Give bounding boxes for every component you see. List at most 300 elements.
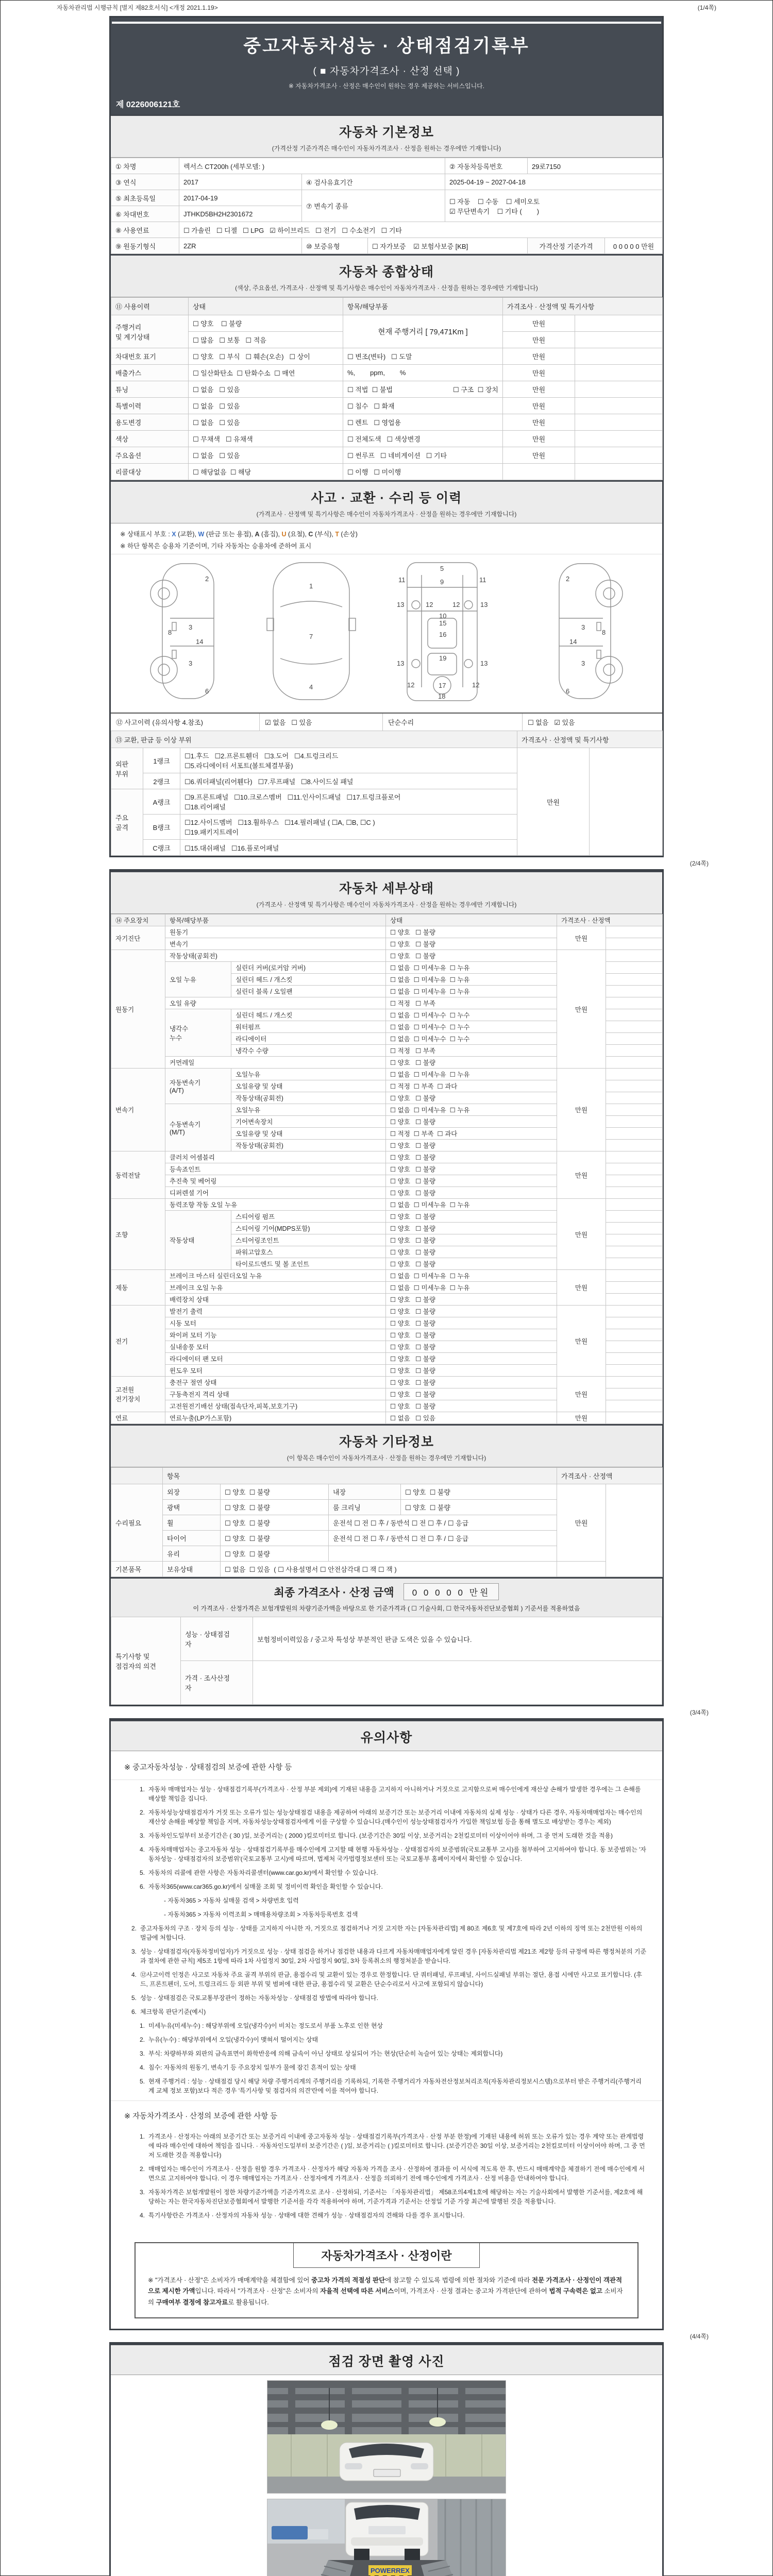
state-mark-code: X: [172, 531, 176, 538]
final-price-label: 최종 가격조사 · 산정 금액: [274, 1586, 394, 1599]
detail-title: 자동차 세부상태: [339, 882, 434, 896]
remark-blank: [606, 1128, 663, 1140]
notice-item-number: 2.: [139, 1809, 145, 1816]
state-options: ☐ 양호 ☐ 불량: [386, 1341, 557, 1353]
price-amount: 만원: [503, 348, 575, 365]
notice-item-text: 현재 주행거리 : 성능 · 상태점검 당시 해당 차량 주행거리계의 주행거리를 기록하되, 기록한 주행거리가 자동차전산정보처리조직(자동차관리정보시스템)으로부터 받은 주행거리(주행거리계 교체 정보 포함)보다 적은 경우 '특기사항 및 점검자의 의견'란에 이를 적어야 합니다.: [148, 2078, 642, 2094]
rank-table-header: ⑬ 교환, 판금 등 이상 부위: [111, 731, 517, 748]
detail-header-item: 항목/해당부품: [165, 914, 386, 926]
state-options: ☐ 양호 ☐ 불량: [386, 950, 557, 962]
engine-type-label: ⑨ 원동기형식: [111, 238, 179, 254]
notice-item: [111, 1970, 647, 1989]
base-price-value: 0 0 0 0 0 만원: [605, 238, 663, 254]
svg-text:17: 17: [439, 682, 446, 689]
document-title: 중고자동차성능 · 상태점검기록부: [243, 36, 530, 56]
notice-item-text: 누유(누수) : 해당부위에서 오일(냉각수)이 맺혀서 떨어지는 상태: [148, 2036, 318, 2043]
price-amount: 만원: [557, 950, 606, 1069]
overall-row-label: 주행거리 및 계기상태: [111, 315, 189, 348]
state-mark-code: T: [335, 531, 339, 538]
item-label: 브레이크 마스터 실린더오일 누유: [165, 1270, 386, 1282]
fuel-label: ⑧ 사용연료: [111, 222, 179, 238]
state-options: ☐ 양호 ☐ 불량: [386, 1140, 557, 1151]
item-label: 클러치 어셈블리: [165, 1151, 386, 1163]
notice-item-number: 6.: [139, 1883, 145, 1890]
state-options: ☐ 일산화탄소 ☐ 탄화수소 ☐ 매연: [189, 365, 343, 381]
detail-header-state: 상태: [386, 914, 557, 926]
inspection-photo-front: [267, 2380, 506, 2494]
price-amount: 만원: [517, 748, 590, 856]
item-options: ☐ 이행 ☐ 미이행: [343, 464, 503, 480]
item-label: 배력장치 상태: [165, 1294, 386, 1306]
remark-blank: [606, 1045, 663, 1057]
definition-text-part: 이며, 가격조사 · 산정 결과는 중고차 가격판단에 관하여: [394, 2287, 549, 2295]
transmission-label: ⑦ 변속기 종류: [302, 190, 445, 222]
overall-note: (색상, 주요옵션, 가격조사 · 산정액 및 특기사항은 매수인이 자동차가격조사 · 산정을 원하는 경우에만 기재합니다): [235, 284, 538, 292]
notice-item: [111, 2188, 647, 2206]
item-label: 연료누출(LP가스포함): [165, 1412, 386, 1424]
remark-blank: [606, 1341, 663, 1353]
svg-text:14: 14: [196, 638, 204, 646]
notices-section-heading: ※ 자동차가격조사 · 산정의 보증에 관한 사항 등: [111, 2100, 662, 2127]
final-price-note: 이 가격조사 · 산정가격은 보험개발원의 차량기준가액을 바탕으로 한 기준가격과 ( ☐ 기술사회, ☐ 한국자동차진단보증협회 ) 기준서를 적용하였음: [193, 1605, 580, 1612]
device-group-label: 변속기: [111, 1069, 165, 1151]
etc-item-label: 휠: [163, 1515, 221, 1531]
accident-note: (가격조사 · 산정액 및 특기사항은 매수인이 자동차가격조사 · 산정을 원하는 경우에만 기재합니다): [256, 511, 517, 518]
svg-text:12: 12: [452, 601, 460, 608]
item-label: 와이퍼 모터 기능: [165, 1329, 386, 1341]
sub-group-label: 작동상태: [165, 1211, 231, 1270]
notice-item: [111, 1910, 647, 1919]
notice-item-text: 부식: 차량하부와 외판의 금속표면이 화학반응에 의해 금속이 아닌 상태로 상실되어 가는 현상(단순히 녹슬어 있는 상태는 제외합니다): [148, 2050, 503, 2057]
notice-item-number: 1.: [139, 2022, 145, 2029]
svg-text:10: 10: [439, 612, 447, 620]
legend-text: (요철),: [286, 531, 309, 538]
rank-label: C랭크: [143, 840, 180, 856]
item-options: ☐ 전체도색 ☐ 색상변경: [343, 431, 503, 447]
remark-blank: [606, 1412, 663, 1424]
notice-item-number: 6.: [131, 2008, 137, 2015]
svg-text:14: 14: [569, 638, 577, 646]
remark-blank: [606, 1163, 663, 1175]
device-group-label: 동력전달: [111, 1151, 165, 1199]
notice-item-number: 4.: [139, 2064, 145, 2071]
document-number: 제 0226006121호: [116, 100, 180, 109]
notice-item-number: 1.: [139, 2133, 145, 2140]
state-options: ☐ 양호 ☐ 불량: [386, 1163, 557, 1175]
svg-text:3: 3: [581, 623, 585, 631]
remark-blank: [606, 950, 663, 962]
etc-item-label: 유리: [163, 1546, 221, 1562]
panel-checkboxes: ☐15.대쉬패널 ☐16.플로어패널: [180, 840, 517, 856]
remark-blank: [606, 962, 663, 974]
state-options: ☐ 양호 ☐ 불량: [189, 315, 343, 332]
simple-repair-label: 단순수리: [383, 714, 523, 731]
item-options: ☐ 렌트 ☐ 영업용: [343, 414, 503, 431]
remark-blank: [606, 926, 663, 938]
state-options: ☐ 양호 ☐ 불량: [386, 1175, 557, 1187]
page-meta-line: [57, 3, 716, 12]
accident-title: 사고 · 교환 · 수리 등 이력: [311, 491, 462, 505]
detail-note: (가격조사 · 산정액 및 특기사항은 매수인이 자동차가격조사 · 산정을 원하는 경우에만 기재합니다): [256, 901, 517, 908]
notice-item-text: 침수: 자동차의 원동기, 변속기 등 주요장치 일부가 물에 잠긴 흔적이 있는 상태: [148, 2064, 356, 2071]
overall-header-price: 가격조사 · 산정액 및 특기사항: [503, 298, 663, 315]
sub-group-label: 오일 누유: [165, 962, 231, 997]
notice-item-number: 4.: [139, 2212, 145, 2219]
price-amount: 만원: [503, 431, 575, 447]
transmission-options: [445, 190, 663, 222]
state-options: ☐ 적정 ☐ 부족: [386, 1045, 557, 1057]
notice-item-text: 자동차성능상태점검자가 거짓 또는 오류가 있는 성능상태점검 내용을 제공하여 아래의 보증기간 또는 보증거리 이내에 자동차의 실제 성능 · 상태가 다른 경우, 자동차매매업자는 매수인의 재산상 손해를 배상할 책임을 지며, 자동차성능상태점검자에게 이를 구상할 수 있습니다.(매수인이 성능상태점검자가 가입한 책임보험 등을 통해 별도로 배상받는 경우는 제외): [148, 1809, 643, 1825]
car-name-label: ① 차명: [111, 158, 179, 174]
rank-table-price-header: 가격조사 · 산정액 및 특기사항: [517, 731, 663, 748]
item-label: 원동기: [165, 926, 386, 938]
item-options: ☐ 적법 ☐ 불법 ☐ 구조 ☐ 장치: [343, 381, 503, 398]
state-options: ☐ 없음 ☐ 있음: [189, 381, 343, 398]
state-options: ☐ 양호 ☐ 불량: [386, 1057, 557, 1069]
svg-text:12: 12: [472, 681, 480, 689]
notice-item-number: 3.: [131, 1948, 137, 1955]
price-amount: 만원: [503, 332, 575, 348]
remark-blank: [606, 1033, 663, 1045]
svg-text:13: 13: [480, 659, 488, 667]
item-label: 변속기: [165, 938, 386, 950]
overall-row-label: 특별이력: [111, 398, 189, 414]
detail-state-table: [111, 914, 663, 1424]
remark-blank: [606, 1377, 663, 1388]
opinion-inspector-text: 보험정비이력있음 / 중고차 특성상 부분적인 판금 도색은 있을 수 있습니다.: [253, 1617, 662, 1661]
item-label: 추진축 및 베어링: [165, 1175, 386, 1187]
svg-text:15: 15: [439, 619, 447, 627]
page1-block: [109, 16, 664, 857]
etc-header-blank: [111, 1468, 163, 1484]
state-options: ☐ 양호 ☐ 불량: [386, 938, 557, 950]
item-options: ☐ 변조(변타) ☐ 도말: [343, 348, 503, 365]
state-mark-note: ※ 하단 항목은 승용차 기준이며, 기타 자동차는 승용차에 준하여 표시: [120, 542, 312, 550]
notice-item: [111, 1785, 647, 1803]
accident-band: [111, 480, 662, 523]
opinion-appraiser-text: [253, 1661, 662, 1705]
remark-blank: [606, 1234, 663, 1246]
notice-item: [111, 1868, 647, 1877]
state-options: ☐ 양호 ☐ 불량: [386, 926, 557, 938]
detail-band: [111, 871, 662, 914]
notice-item-text: 가격조사 · 산정자는 아래의 보증기간 또는 보증거리 이내에 중고자동차 성능 · 상태점검기록부(가격조사 · 산정 부분 한정)에 기재된 내용에 허위 또는 오류가 있는 경우 계약 또는 관계법령에 따라 매수인에 대하여 책임을 집니다. · 자동차인도일부터 보증기간은 ( )일, 보증거리는 ( )킬로미터로 합니다. (보증기간은 30일 이상, 보증거리는 2천킬로미터 이상이어야 하며, 그 중 먼저 도래한 것을 적용합니다): [148, 2133, 645, 2159]
etc-item-options: ☐ 양호 ☐ 불량: [401, 1500, 557, 1515]
svg-text:3: 3: [189, 659, 193, 667]
remark-blank: [575, 348, 663, 365]
basic-info-table: [111, 158, 663, 254]
notice-item-number: 4.: [139, 1846, 145, 1853]
warranty-options: ☐ 자가보증 ☑ 보험사보증 [KB]: [368, 238, 528, 254]
item-label: 기어변속장치: [231, 1116, 386, 1128]
item-label: 브레이크 오일 누유: [165, 1282, 386, 1294]
notice-item: [111, 1993, 647, 2003]
price-amount: 만원: [503, 447, 575, 464]
svg-text:2: 2: [566, 575, 570, 583]
page-marker-3: (3/4쪽): [690, 1709, 709, 1716]
notice-item-text: 성능 · 상태점검자(자동차정비업자)가 거짓으로 성능 · 상태 점검을 하거나 점검한 내용과 다르게 자동차매매업자에게 알린 경우 [자동차관리법 제21조 제2항 등의 규정에 따른 행정처분의 기준과 절차에 관한 규칙] 제5조 1항에 따라 1차 사업정지 30일, 2차 사업정지 90일, 3차 등록취소의 행정처분을 받습니다.: [140, 1948, 647, 1964]
first-reg-label: ⑤ 최초등록일: [111, 190, 179, 206]
legend-text: (교환),: [176, 531, 198, 538]
rank-label: 2랭크: [143, 773, 180, 789]
price-amount: 만원: [557, 1306, 606, 1377]
state-options: ☐ 양호 ☐ 불량: [386, 1223, 557, 1234]
svg-text:13: 13: [397, 601, 405, 608]
overall-row-label: 튜닝: [111, 381, 189, 398]
remark-blank: [606, 1021, 663, 1033]
fuel-options: ☐ 가솔린 ☐ 디젤 ☐ LPG ☑ 하이브리드 ☐ 전기 ☐ 수소전기 ☐ 기타: [179, 222, 663, 238]
svg-text:12: 12: [426, 601, 433, 608]
remark-blank: [606, 974, 663, 986]
inspection-value: 2025-04-19 ~ 2027-04-18: [445, 174, 663, 190]
notice-item: [111, 2007, 647, 2016]
notice-item-number: 5.: [131, 1994, 137, 2002]
state-options: ☐ 없음 ☐ 미세누유 ☐ 누유: [386, 1282, 557, 1294]
etc-item-options: ☐ 없음 ☐ 있음 ( ☐ 사용설명서 ☐ 안전삼각대 ☐ 잭 ☐ 잭 ): [221, 1562, 557, 1577]
notices-section-heading: ※ 중고자동차성능 · 상태점검의 보증에 관한 사항 등: [111, 1753, 662, 1780]
overall-row-label: 용도변경: [111, 414, 189, 431]
remark-blank: [575, 365, 663, 381]
item-label: 발전기 출력: [165, 1306, 386, 1317]
etc-item-options: ☐ 양호 ☐ 불량: [221, 1531, 329, 1546]
overall-row-label: 차대번호 표기: [111, 348, 189, 365]
price-amount: [557, 1562, 606, 1577]
svg-text:3: 3: [189, 623, 193, 631]
page-marker-4: (4/4쪽): [690, 2332, 709, 2340]
state-options: ☐ 없음 ☐ 있음: [189, 447, 343, 464]
notice-item-number: 3.: [139, 1832, 145, 1839]
svg-text:13: 13: [397, 659, 405, 667]
remark-blank: [606, 1104, 663, 1116]
item-label: 오일 유량: [165, 997, 386, 1009]
price-amount: 만원: [557, 926, 606, 950]
remark-blank: [606, 1484, 663, 1577]
remark-blank: [606, 1092, 663, 1104]
state-options: ☐ 양호 ☐ 불량: [386, 1329, 557, 1341]
notice-item: [111, 1924, 647, 1942]
legend-text: (손상): [339, 531, 358, 538]
etc-title: 자동차 기타정보: [339, 1435, 434, 1449]
notice-item-number: [149, 1896, 160, 1905]
car-diagram-area: [111, 554, 662, 713]
inspection-photo-rear-lift: [267, 2499, 506, 2576]
item-label: 스티어링조인트: [231, 1234, 386, 1246]
sub-group-label: 수동변속기 (M/T): [165, 1104, 231, 1151]
state-options: ☐ 양호 ☐ 불량: [386, 1246, 557, 1258]
accident-history-row: [111, 713, 662, 731]
photos-band: [111, 2344, 662, 2375]
reg-no-label: ② 자동차등록번호: [445, 158, 528, 174]
remark-blank: [606, 1353, 663, 1365]
panel-group-label: 외판 부위: [111, 748, 143, 789]
state-options: ☐ 많음 ☐ 보통 ☐ 적음: [189, 332, 343, 348]
svg-text:11: 11: [479, 576, 486, 584]
definition-box-title: 자동차가격조사 · 산정이란: [293, 2243, 480, 2268]
final-price-box: [111, 1577, 662, 1617]
notice-item: [111, 1882, 647, 1891]
price-amount: 만원: [557, 1199, 606, 1270]
remark-blank: [606, 1057, 663, 1069]
device-group-label: 전기: [111, 1306, 165, 1377]
item-label: 워터펌프: [231, 1021, 386, 1033]
overall-header-usage: ⑪ 사용이력: [111, 298, 189, 315]
etc-item-label: 내장: [329, 1484, 401, 1500]
definition-text-part: ※ "가격조사 · 산정"은 소비자가 매매계약을 체결함에 있어: [148, 2277, 311, 2284]
notice-item: [111, 2049, 647, 2058]
panel-checkboxes: ☐12.사이드멤버 ☐13.휠하우스 ☐14.필러패널 ( ☐A, ☐B, ☐C ) ☐19.패키지트레이: [180, 815, 517, 840]
panel-checkboxes: ☐9.프론트패널 ☐10.크로스멤버 ☐11.인사이드패널 ☐17.트렁크플로어 ☐18.리어패널: [180, 789, 517, 815]
definition-text-part: 법적 구속력은 없고: [549, 2287, 602, 2295]
document-header: [111, 18, 662, 114]
state-mark-code: W: [198, 531, 205, 538]
basic-info-title: 자동차 기본정보: [339, 125, 434, 140]
state-options: ☐ 없음 ☐ 미세누유 ☐ 누유: [386, 962, 557, 974]
state-options: ☐ 없음 ☐ 미세누수 ☐ 누수: [386, 1033, 557, 1045]
etc-item-options: ☐ 양호 ☐ 불량: [221, 1546, 329, 1562]
state-options: ☐ 양호 ☐ 불량: [386, 1092, 557, 1104]
rank-label: A랭크: [143, 789, 180, 815]
document-subnote: ※ 자동차가격조사 · 산정은 매수인이 원하는 경우 제공하는 서비스입니다.: [288, 82, 485, 90]
notice-item-number: 1.: [139, 1786, 145, 1793]
state-options: ☐ 적정 ☐ 부족 ☐ 과다: [386, 1128, 557, 1140]
price-amount: 만원: [503, 365, 575, 381]
remark-blank: [606, 1306, 663, 1317]
remark-blank: [606, 1187, 663, 1199]
remark-blank: [606, 1175, 663, 1187]
price-amount: [503, 464, 575, 480]
vin-label: ⑥ 차대번호: [111, 206, 179, 222]
notice-item: [111, 1808, 647, 1826]
remark-blank: [606, 1294, 663, 1306]
car-name-value: 렉서스 CT200h (세부모델: ): [179, 158, 445, 174]
device-group-label: 제동: [111, 1270, 165, 1306]
item-label: 작동상태(공회전): [231, 1092, 386, 1104]
state-options: ☐ 양호 ☐ 불량: [386, 1400, 557, 1412]
item-label: 타이로드엔드 및 볼 조인트: [231, 1258, 386, 1270]
item-label: 동력조향 작동 오일 누유: [165, 1199, 386, 1211]
page3-block: [109, 1718, 664, 2330]
price-amount: 만원: [557, 1484, 606, 1562]
svg-text:13: 13: [480, 601, 488, 608]
notice-item: [111, 1947, 647, 1965]
remark-blank: [606, 1009, 663, 1021]
definition-text-part: 중고차 가격의 적절성 판단: [311, 2277, 385, 2284]
remark-blank: [575, 315, 663, 332]
remark-blank: [606, 986, 663, 997]
panel-checkboxes: ☐1.후드 ☐2.프론트휀더 ☐3.도어 ☐4.트렁크리드 ☐5.라디에이터 서포트(볼트체결부품): [180, 748, 517, 773]
remark-blank: [606, 1151, 663, 1163]
state-mark-codes: [120, 529, 653, 540]
price-appraisal-definition-box: [135, 2242, 638, 2318]
state-options: ☐ 양호 ☐ 불량: [386, 1211, 557, 1223]
state-options: ☐ 양호 ☐ 불량: [386, 1365, 557, 1377]
notice-item: [111, 2077, 647, 2095]
notices-band: [111, 1720, 662, 1751]
state-options: ☐ 없음 ☐ 미세누수 ☐ 누수: [386, 1009, 557, 1021]
notice-item-text: 성능 · 상태점검은 국토교통부장관이 정하는 자동차성능 · 상태점검 방법에 따라야 합니다.: [140, 1994, 378, 2002]
state-options: ☐ 양호 ☐ 불량: [386, 1116, 557, 1128]
final-price-amount: 0 0 0 0 0 만원: [404, 1583, 499, 1600]
notice-item-number: 3.: [139, 2050, 145, 2057]
item-label: 오일유량 및 상태: [231, 1128, 386, 1140]
notice-item-number: 5.: [139, 2078, 145, 2085]
notice-item-number: [149, 1910, 160, 1919]
svg-text:11: 11: [398, 576, 406, 584]
state-mark-legend: [111, 523, 662, 554]
state-mark-code: C: [308, 531, 313, 538]
overall-row-label: 주요옵션: [111, 447, 189, 464]
etc-item-label: 룸 크리닝: [329, 1500, 401, 1515]
opinion-group-label: 특기사항 및 점검자의 의견: [111, 1617, 181, 1705]
item-label: 작동상태(공회전): [165, 950, 386, 962]
definition-text-part: 에 참고할 수 있도록 법령에 의한 절차와 기준에 따라: [385, 2277, 532, 2284]
state-options: ☐ 양호 ☐ 불량: [386, 1258, 557, 1270]
price-amount: 만원: [557, 1412, 606, 1424]
overall-row-label: 배출가스: [111, 365, 189, 381]
item-label: 실린더 헤드 / 개스킷: [231, 1009, 386, 1021]
simple-repair-options: ☐ 없음 ☑ 있음: [528, 719, 575, 726]
remark-blank: [575, 332, 663, 348]
svg-text:9: 9: [440, 578, 444, 586]
svg-text:6: 6: [205, 687, 209, 695]
etc-item-options: ☐ 양호 ☐ 불량: [221, 1500, 329, 1515]
notice-item-text: 자동차인도일부터 보증기간은 ( 30 )일, 보증거리는 ( 2000 )킬로미터로 합니다. (보증기간은 30일 이상, 보증거리는 2천킬로미터 이상이어야 하며, 그 중 먼저 도래한 것을 적용): [148, 1832, 613, 1839]
item-label: 충전구 절연 상태: [165, 1377, 386, 1388]
basic-info-band: [111, 114, 662, 158]
remark-blank: [575, 447, 663, 464]
item-label: 라디에이터: [231, 1033, 386, 1045]
page-marker-2: (2/4쪽): [690, 860, 709, 867]
remark-blank: [575, 414, 663, 431]
rank-label: 1랭크: [143, 748, 180, 773]
svg-text:1: 1: [309, 582, 313, 590]
svg-text:19: 19: [439, 654, 447, 662]
state-options: ☐ 양호 ☐ 불량: [386, 1234, 557, 1246]
device-group-label: 조향: [111, 1199, 165, 1270]
item-label: 실린더 커버(로커암 커버): [231, 962, 386, 974]
notice-item-number: 2.: [131, 1925, 137, 1932]
overall-row-label: 색상: [111, 431, 189, 447]
notice-item-text: 자동차가격은 보험개발원이 정한 차량기준가액을 기준가격으로 조사 · 산정하되, 기준서는 「자동차관리법」 제58조의4제1호에 해당하는 자는 기술사회에서 발행한 기준서를, 제2호에 해당하는 자는 한국자동차진단보증협회에서 발행한 기준서를 각각 적용하여야 하며, 기준가격과 기준서는 산정일 기준 가장 최근에 발행된 것을 적용합니다.: [148, 2189, 643, 2205]
etc-item-label: 외장: [163, 1484, 221, 1500]
notice-item-number: 4.: [131, 1971, 137, 1978]
state-options: ☐ 없음 ☐ 미세누유 ☐ 누유: [386, 986, 557, 997]
state-options: ☐ 없음 ☐ 미세누유 ☐ 누유: [386, 1199, 557, 1211]
inspector-opinion-table: [111, 1617, 662, 1705]
etc-note: (이 항목은 매수인이 자동차가격조사 · 산정을 원하는 경우에만 기재합니다): [287, 1454, 486, 1462]
remark-blank: [590, 748, 663, 856]
overall-header-item: 항목/해당부품: [343, 298, 503, 315]
remark-blank: [606, 1140, 663, 1151]
notice-item: [111, 2132, 647, 2160]
etc-group-label: 수리필요: [111, 1484, 163, 1562]
state-options: ☐ 양호 ☐ 불량: [386, 1151, 557, 1163]
etc-item-label: 광택: [163, 1500, 221, 1515]
state-options: ☐ 없음 ☐ 있음: [386, 1412, 557, 1424]
sub-group-label: 자동변속기 (A/T): [165, 1069, 231, 1104]
notice-item: [111, 2211, 647, 2220]
item-label: 구동축전지 격리 상태: [165, 1388, 386, 1400]
etc-item-label: 보유상태: [163, 1562, 221, 1577]
state-options: ☐ 양호 ☐ 부식 ☐ 훼손(오손) ☐ 상이: [189, 348, 343, 365]
price-amount: 만원: [557, 1069, 606, 1151]
state-options: ☐ 양호 ☐ 불량: [386, 1353, 557, 1365]
item-label: 실린더 헤드 / 개스킷: [231, 974, 386, 986]
price-amount: 만원: [503, 398, 575, 414]
state-options: ☐ 적정 ☐ 부족 ☐ 과다: [386, 1080, 557, 1092]
panel-checkboxes: ☐6.쿼더패널(리어휀다) ☐7.루프패널 ☐8.사이드실 패널: [180, 773, 517, 789]
notice-item: [111, 2063, 647, 2072]
